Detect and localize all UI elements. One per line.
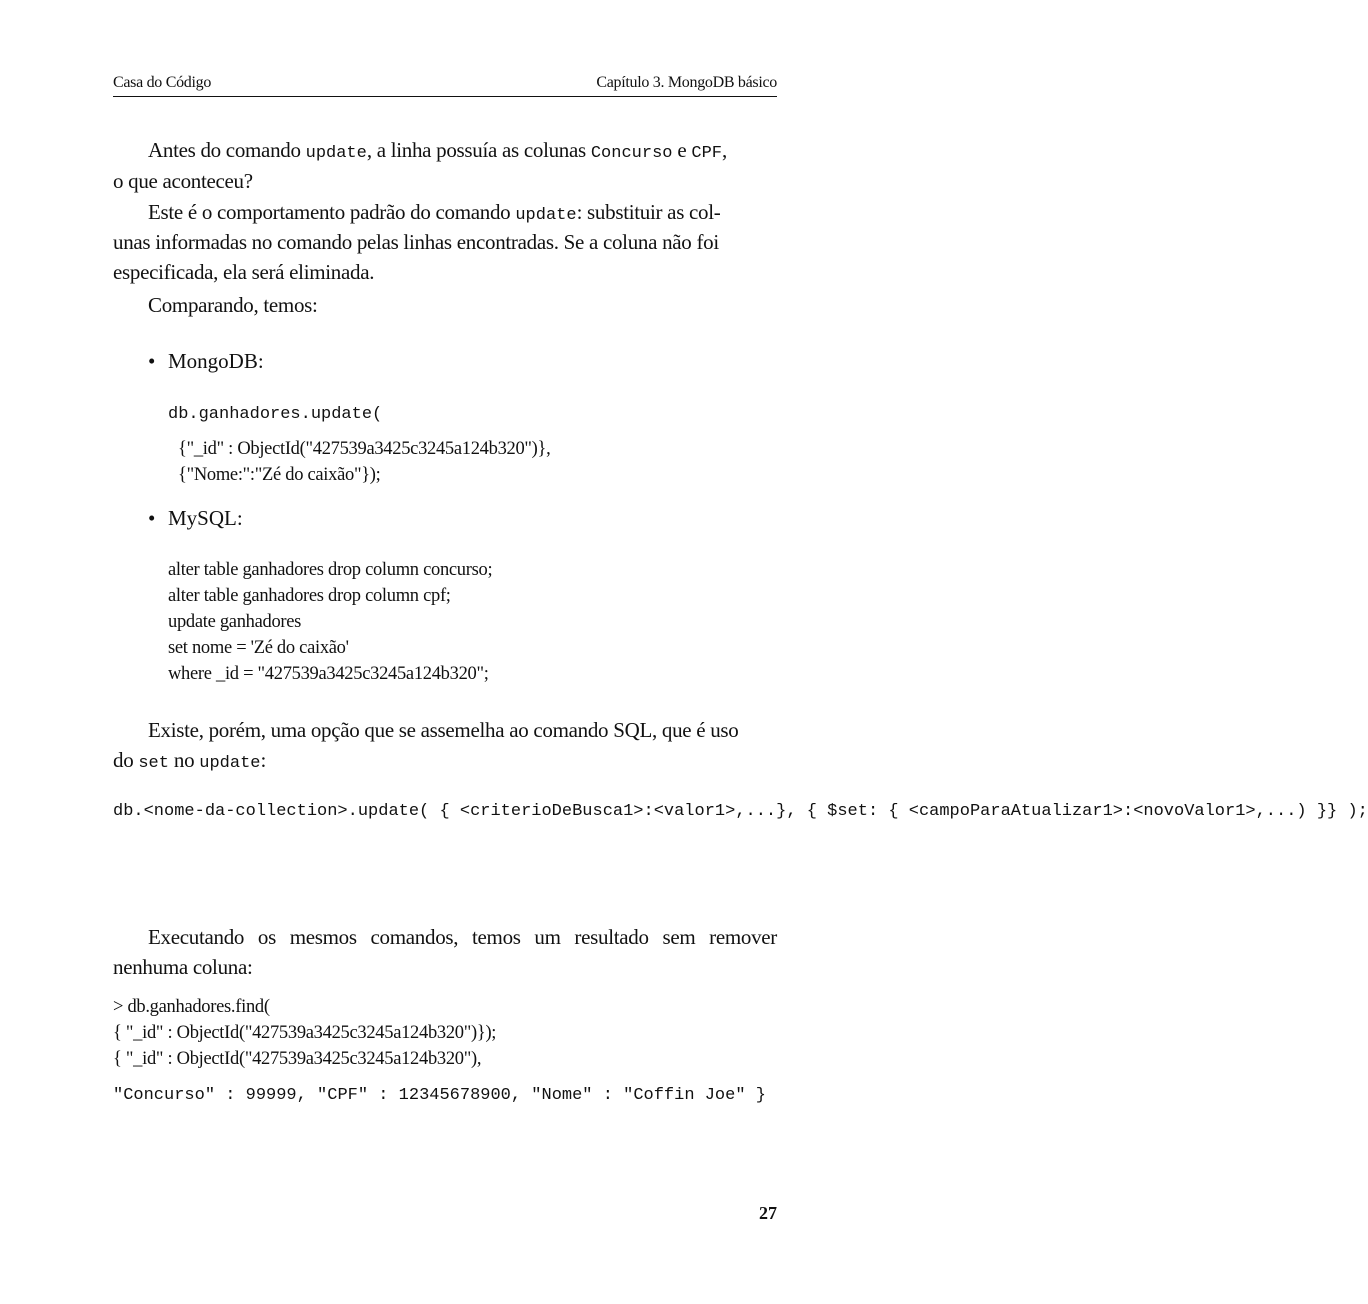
inline-code: update <box>515 206 577 225</box>
inline-code: set <box>138 754 169 773</box>
paragraph-4-line-1: Existe, porém, uma opção que se assemelha ao comando SQL, que é uso <box>148 718 739 742</box>
book-title: Casa do Código <box>113 74 212 91</box>
text: Este é o comportamento padrão do comando <box>148 200 516 224</box>
paragraph-4-line-2 <box>113 748 266 773</box>
code-line: db.<nome-da-collection>.update( <box>113 802 430 821</box>
find-line: { "_id" : ObjectId("427539a3425c3245a124b320"), <box>113 1049 482 1069</box>
mongodb-code-query: {"_id" : ObjectId("427539a3425c3245a124b320")}, <box>178 439 551 459</box>
find-line: { "_id" : ObjectId("427539a3425c3245a124b320")}); <box>113 1023 497 1043</box>
code-line: { $set: { <campoParaAtualizar1>:<novoValor1>,...) }} <box>806 802 1338 821</box>
bullet-mongodb <box>148 349 264 374</box>
paragraph-1-line-1 <box>148 138 727 163</box>
paragraph-3: Comparando, temos: <box>148 293 318 317</box>
mongodb-code-line: db.ganhadores.update( <box>168 405 383 424</box>
text: , a linha possuía as colunas <box>366 138 591 162</box>
running-header <box>113 72 777 97</box>
code-line: "Nome" : "Coffin Joe" } <box>531 1086 766 1105</box>
text: Antes do comando <box>148 138 306 162</box>
bullet-mysql <box>148 506 243 531</box>
inline-code: update <box>305 144 367 163</box>
text: : substituir as col- <box>576 200 721 224</box>
text: : <box>260 748 267 772</box>
chapter-title: Capítulo 3. MongoDB básico <box>596 74 777 91</box>
mysql-line: alter table ganhadores drop column cpf; <box>168 586 451 606</box>
page-number: 27 <box>759 1203 777 1223</box>
paragraph-2-line-2: unas informadas no comando pelas linhas encontradas. Se a coluna não foi <box>113 230 719 254</box>
bullet-label: MongoDB: <box>168 349 264 373</box>
inline-code: CPF <box>691 144 723 163</box>
mysql-line: alter table ganhadores drop column concurso; <box>168 560 493 580</box>
code-line: "Concurso" : 99999, <box>113 1086 307 1105</box>
bullet-label: MySQL: <box>168 506 243 530</box>
paragraph-2-line-3: especificada, ela será eliminada. <box>113 260 375 284</box>
mysql-line: update ganhadores <box>168 612 302 632</box>
text: e <box>672 138 692 162</box>
text: no <box>168 748 200 772</box>
code-line: "CPF" : 12345678900, <box>317 1086 522 1105</box>
paragraph-5-line-2: nenhuma coluna: <box>113 955 253 979</box>
inline-code: Concurso <box>590 144 673 163</box>
paragraph-5-line-1: Executando os mesmos comandos, temos um resultado sem remover <box>148 925 777 949</box>
code-line: { <criterioDeBusca1>:<valor1>,...}, <box>439 802 797 821</box>
find-result-block <box>113 1083 766 1110</box>
paragraph-2-line-1 <box>148 200 720 225</box>
find-line: > db.ganhadores.find( <box>113 997 270 1017</box>
text: do <box>113 748 139 772</box>
code-block-set <box>113 799 1368 825</box>
inline-code: update <box>199 754 261 773</box>
paragraph-1-line-2: o que aconteceu? <box>113 169 253 193</box>
mysql-line: where _id = "427539a3425c3245a124b320"; <box>168 664 489 684</box>
code-line: ); <box>1347 802 1368 821</box>
text: , <box>722 138 727 162</box>
mysql-line: set nome = 'Zé do caixão' <box>168 638 349 658</box>
mongodb-code-set: {"Nome:":"Zé do caixão"}); <box>178 465 381 485</box>
